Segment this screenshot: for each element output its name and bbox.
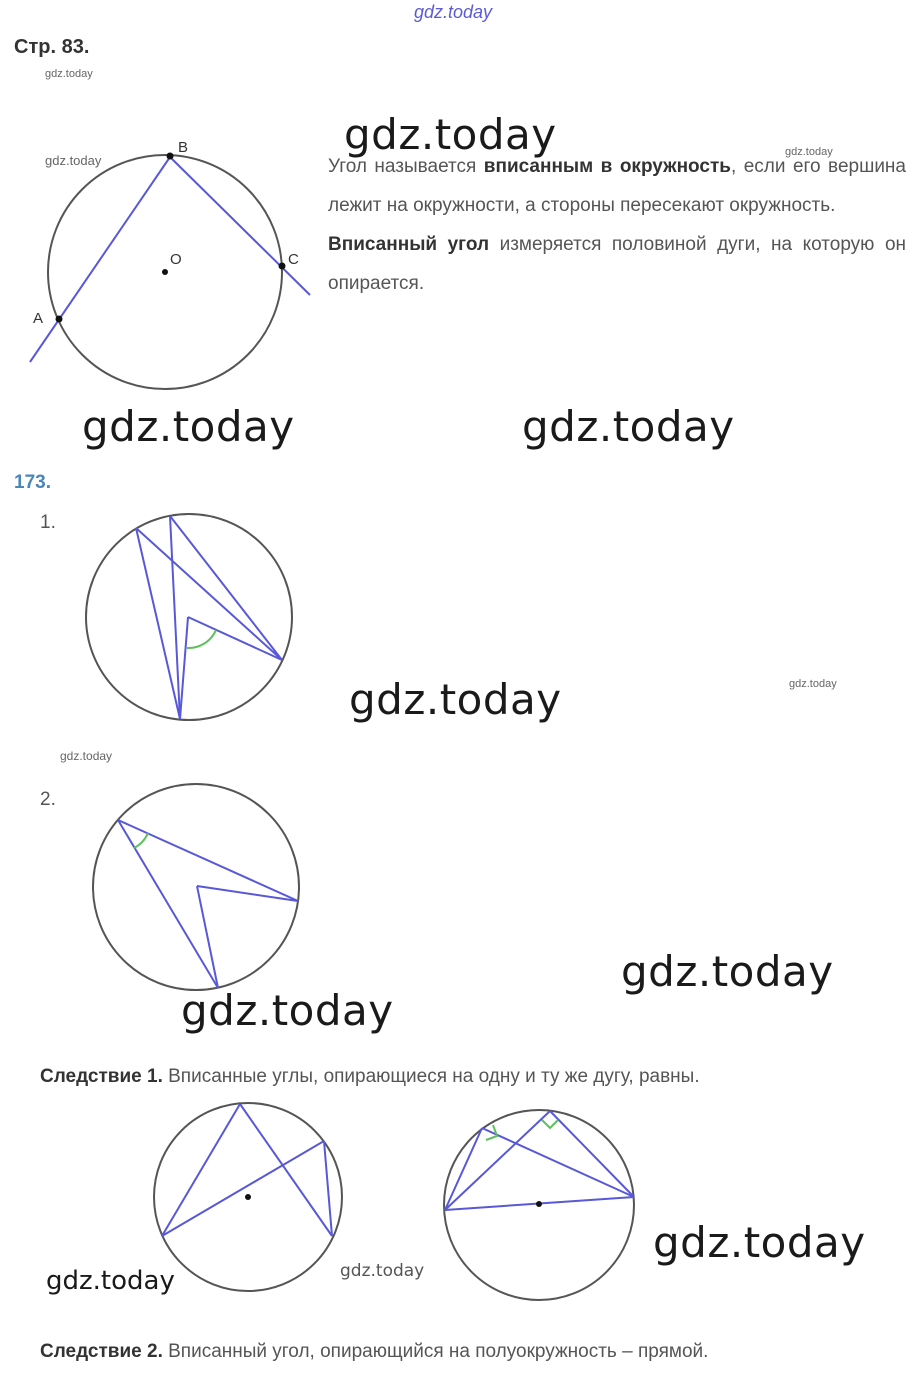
sub-item-number: 2.	[40, 789, 56, 810]
watermark-large: gdz.today	[349, 675, 562, 724]
corollary-text: Вписанный угол, опирающийся на полуокружность – прямой.	[162, 1341, 709, 1362]
label-c: C	[288, 251, 299, 268]
definition-text: измеряется половиной дуги, на которую он опирается.	[328, 234, 906, 294]
watermark-medium: gdz.today	[46, 1266, 175, 1296]
watermark-small: gdz.today	[45, 68, 93, 80]
definition-text: Угол называется	[328, 156, 484, 177]
corollary-2	[40, 1341, 708, 1363]
watermark-small: gdz.today	[45, 153, 102, 168]
center-point	[536, 1201, 542, 1207]
watermark-small: gdz.today	[785, 146, 833, 158]
watermark-large: gdz.today	[344, 110, 557, 159]
definition-text: , если его вершина лежит на окружности, а стороны пересекают окружность.	[328, 156, 906, 216]
center-point	[245, 1194, 251, 1200]
watermark-large: gdz.today	[82, 402, 295, 451]
page-title: Стр. 83.	[14, 36, 90, 58]
sub-item-number: 1.	[40, 512, 56, 533]
label-o: O	[170, 251, 182, 268]
watermark-small: gdz.today	[60, 749, 113, 763]
header-watermark: gdz.today	[414, 2, 493, 22]
label-b: B	[178, 139, 189, 156]
watermark-large: gdz.today	[621, 947, 834, 996]
definition-term: вписанным в окружность	[483, 156, 731, 177]
label-a: A	[33, 310, 44, 327]
watermark-large: gdz.today	[653, 1218, 866, 1267]
watermark-small: gdz.today	[789, 678, 837, 690]
corollary-label: Следствие 2.	[40, 1341, 163, 1362]
corollary-text: Вписанные углы, опирающиеся на одну и ту же дугу, равны.	[162, 1066, 700, 1087]
exercise-number: 173.	[14, 472, 51, 493]
watermark-large: gdz.today	[522, 402, 735, 451]
watermark-large: gdz.today	[181, 986, 394, 1035]
right-angle-mark	[542, 1120, 558, 1128]
definition-term: Вписанный угол	[328, 234, 490, 255]
watermark-small: gdz.today	[340, 1261, 425, 1281]
corollary-label: Следствие 1.	[40, 1066, 163, 1087]
